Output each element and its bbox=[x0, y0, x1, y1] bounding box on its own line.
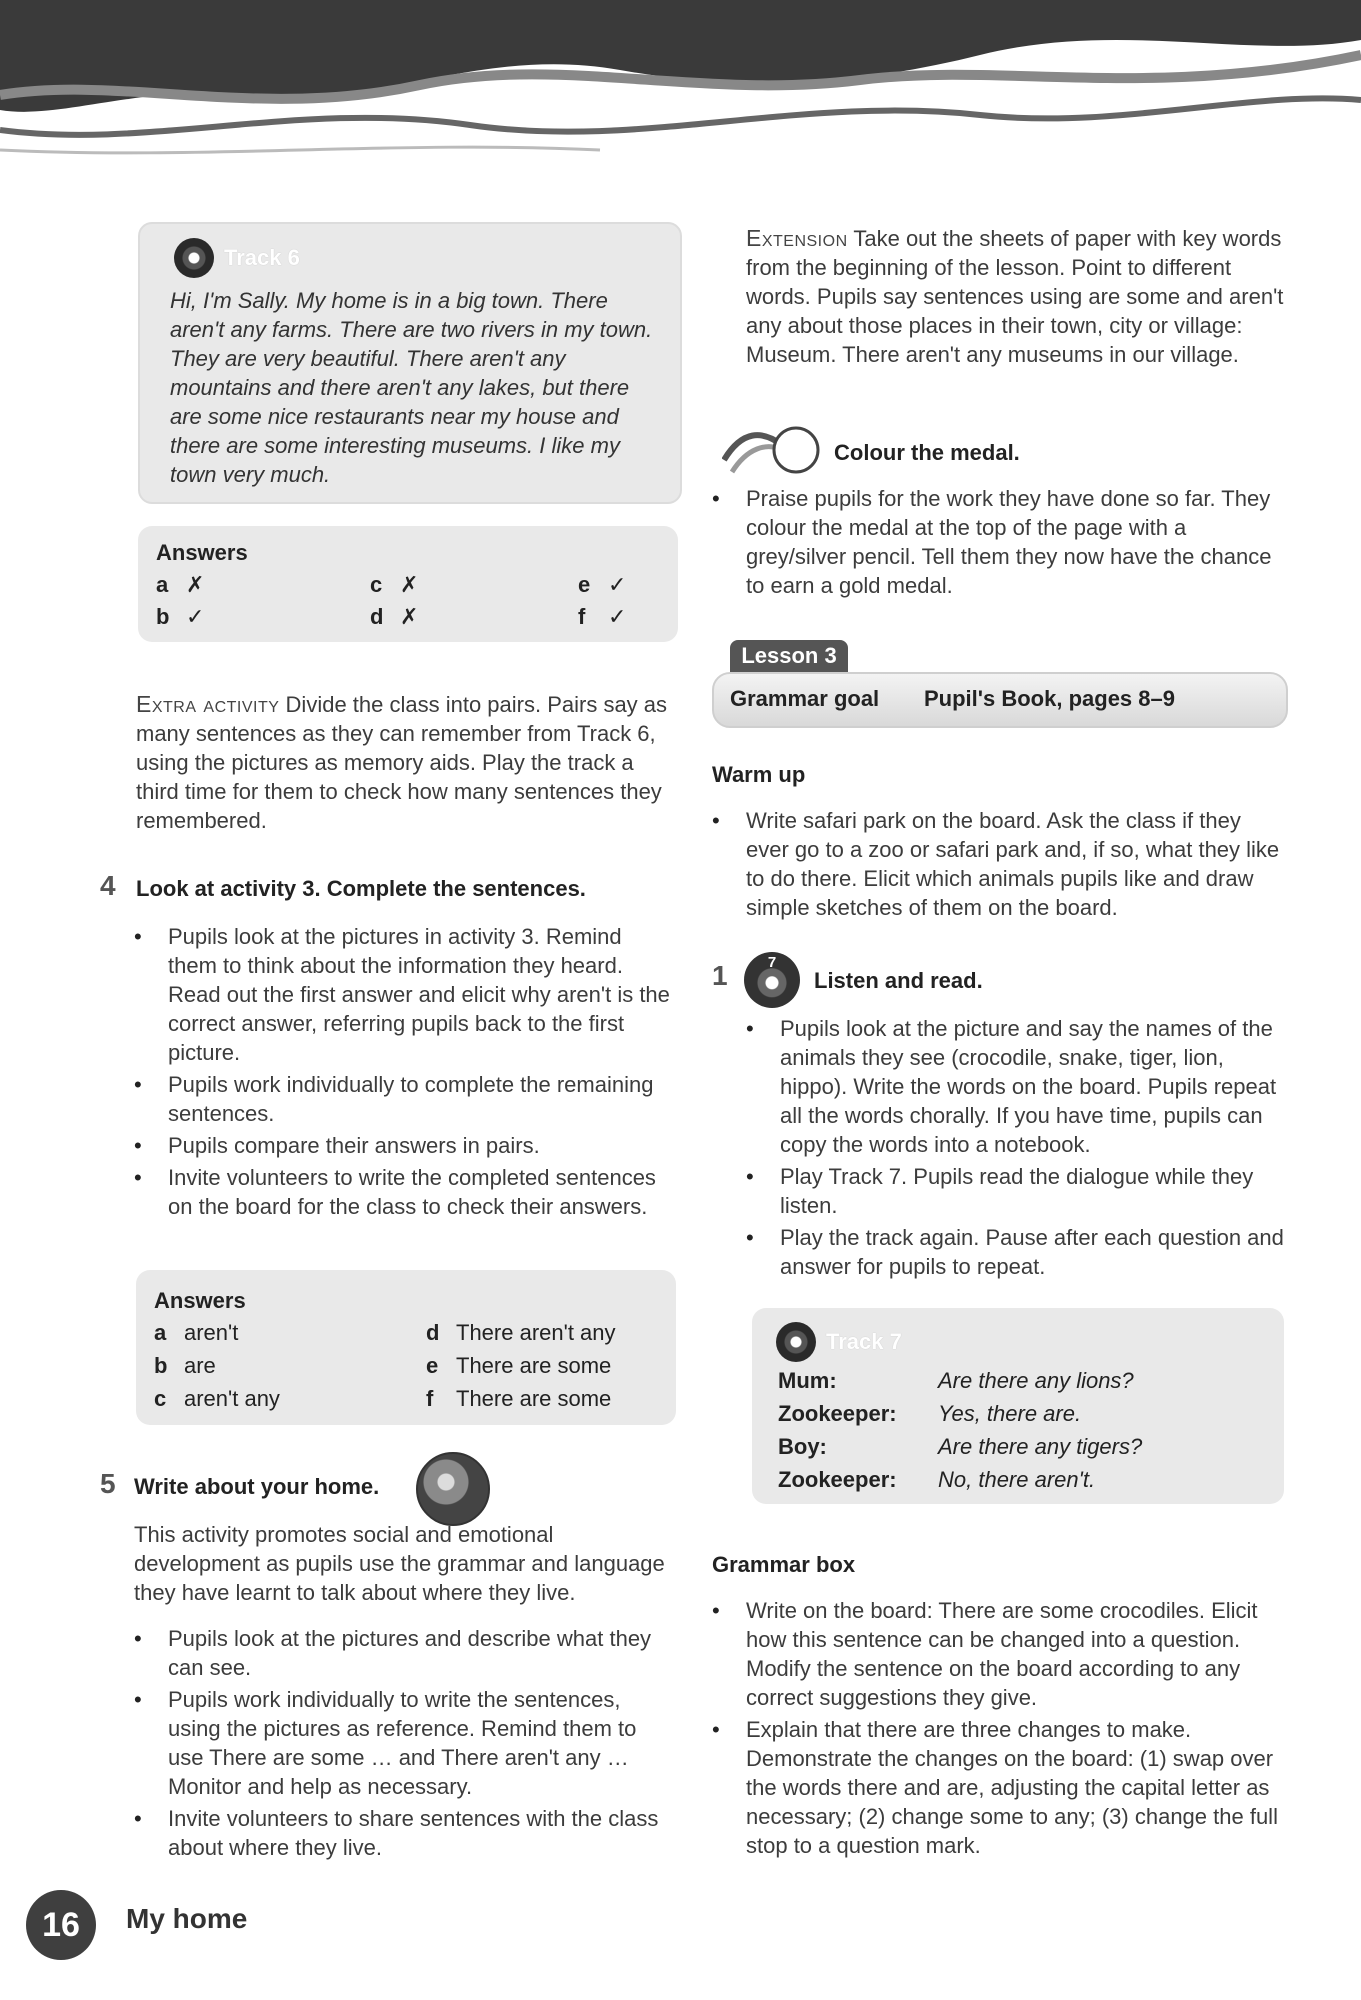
answer-item: f ✓ bbox=[578, 604, 627, 629]
list-item: • Invite volunteers to write the completed sentences on the board for the class to check their answers. bbox=[134, 1163, 674, 1221]
list-item: • Explain that there are three changes to make. Demonstrate the changes on the board: (1) swap over the words there and are, adjusting the capital letter as necessary; (2) change some to any; (3) change the full stop to a question mark. bbox=[712, 1715, 1284, 1860]
answer-item: c ✗ bbox=[370, 572, 419, 597]
activity5-intro: This activity promotes social and emotional development as pupils use the grammar and language they have learnt to talk about where they live. bbox=[134, 1522, 665, 1605]
activity5-bullets bbox=[134, 1624, 674, 1865]
grammar-box-bullets bbox=[712, 1596, 1284, 1863]
track6-box bbox=[138, 222, 682, 504]
list-item: • Play the track again. Pause after each question and answer for pupils to repeat. bbox=[746, 1223, 1291, 1281]
track6-transcript: Hi, I'm Sally. My home is in a big town. There aren't any farms. There are two rivers in my town. They are very beautiful. There aren't any mountains and there aren't any lakes, but there are some nice restaurants near my house and there are some interesting museums. I like my town very much. bbox=[170, 288, 653, 487]
lesson-book-ref: Pupil's Book, pages 8–9 bbox=[924, 686, 1175, 711]
answers-box-1 bbox=[138, 526, 678, 642]
list-item: • Write on the board: There are some crocodiles. Elicit how this sentence can be changed into a question. Modify the sentence on the board according to any correct suggestions they give. bbox=[712, 1596, 1284, 1712]
activity1-number: 1 bbox=[712, 960, 728, 991]
activity4-number: 4 bbox=[100, 870, 116, 901]
answer-item: b are bbox=[154, 1353, 216, 1378]
answer-item: b ✓ bbox=[156, 604, 205, 629]
answer-item: d There aren't any bbox=[426, 1320, 616, 1345]
cd-track7-icon[interactable]: 7 bbox=[744, 952, 800, 1008]
answer-item: a aren't bbox=[154, 1320, 239, 1345]
dialogue-line: Zookeeper: Yes, there are. bbox=[778, 1401, 1082, 1426]
medal-title: Colour the medal. bbox=[834, 440, 1020, 465]
medal-icon bbox=[722, 420, 820, 480]
grammar-box-title: Grammar box bbox=[712, 1552, 856, 1577]
page-number: 16 bbox=[26, 1890, 96, 1960]
activity5-number: 5 bbox=[100, 1468, 116, 1499]
list-item: • Praise pupils for the work they have done so far. They colour the medal at the top of the page with a grey/silver pencil. Tell them they now have the chance to earn a gold medal. bbox=[712, 484, 1284, 600]
answers-title: Answers bbox=[154, 1288, 246, 1313]
answer-item: d ✗ bbox=[370, 604, 419, 629]
extra-activity bbox=[136, 690, 676, 835]
answer-item: e ✓ bbox=[578, 572, 627, 597]
header-wave-banner bbox=[0, 0, 1361, 170]
cd-icon[interactable] bbox=[174, 238, 214, 278]
lesson-goal: Grammar goal bbox=[730, 686, 880, 711]
list-item: • Pupils look at the pictures and describe what they can see. bbox=[134, 1624, 674, 1682]
dialogue-line: Zookeeper: No, there aren't. bbox=[778, 1467, 1096, 1492]
answers-box-2 bbox=[136, 1270, 676, 1425]
list-item: • Pupils look at the pictures in activity 3. Remind them to think about the information they heard. Read out the first answer and elicit why aren't is the correct answer, referring pupils back to the first picture. bbox=[134, 922, 674, 1067]
lesson-goal-bar bbox=[712, 672, 1288, 728]
list-item: • Invite volunteers to share sentences with the class about where they live. bbox=[134, 1804, 674, 1862]
track7-box bbox=[752, 1308, 1284, 1504]
activity4-bullets bbox=[134, 922, 674, 1224]
list-item: • Pupils look at the picture and say the names of the animals they see (crocodile, snake, tiger, lion, hippo). Write the words on the board. Pupils repeat all the words chorally. If you have time, pupils can copy the words into a notebook. bbox=[746, 1014, 1291, 1159]
extension-label: Extension bbox=[746, 225, 848, 251]
list-item: • Play Track 7. Pupils read the dialogue while they listen. bbox=[746, 1162, 1291, 1220]
activity1-title: Listen and read. bbox=[814, 968, 983, 993]
warm-up-bullets bbox=[712, 806, 1284, 925]
cd-icon[interactable] bbox=[776, 1322, 816, 1362]
medal-bullets bbox=[712, 484, 1284, 603]
list-item: • Pupils work individually to complete the remaining sentences. bbox=[134, 1070, 674, 1128]
activity1-bullets bbox=[746, 1014, 1291, 1284]
answer-item: a ✗ bbox=[156, 572, 205, 597]
extension bbox=[746, 224, 1286, 369]
answer-item: c aren't any bbox=[154, 1386, 280, 1411]
list-item: • Pupils work individually to write the sentences, using the pictures as reference. Remind them to use There are some … and There aren't any … Monitor and help as necessary. bbox=[134, 1685, 674, 1801]
activity4-title: Look at activity 3. Complete the sentences. bbox=[136, 876, 586, 901]
list-item: • Pupils compare their answers in pairs. bbox=[134, 1131, 674, 1160]
track7-title: Track 7 bbox=[826, 1329, 902, 1354]
globe-icon bbox=[416, 1452, 490, 1526]
answer-item: f There are some bbox=[426, 1386, 612, 1411]
dialogue-line: Mum: Are there any lions? bbox=[778, 1368, 1134, 1393]
activity5-title: Write about your home. bbox=[134, 1474, 380, 1499]
dialogue-line: Boy: Are there any tigers? bbox=[778, 1434, 1143, 1459]
answer-item: e There are some bbox=[426, 1353, 612, 1378]
warm-up-title: Warm up bbox=[712, 762, 806, 787]
extra-activity-text: Divide the class into pairs. Pairs say as many sentences as they can remember from Track 6, using the pictures as memory aids. Play the track a third time for them to check how many sentences they remembered. bbox=[136, 692, 668, 833]
lesson-tab: Lesson 3 bbox=[730, 640, 848, 672]
extra-activity-label: Extra activity bbox=[136, 691, 280, 717]
answers-title: Answers bbox=[156, 540, 248, 565]
list-item: • Write safari park on the board. Ask the class if they ever go to a zoo or safari park and, if so, what they like to do there. Elicit which animals pupils like and draw simple sketches of them on the board. bbox=[712, 806, 1284, 922]
unit-title: My home bbox=[126, 1903, 248, 1934]
extension-text: Take out the sheets of paper with key words from the beginning of the lesson. Point to different words. Pupils say sentences using are some and aren't any about those places in their town, city or village: Museum. There aren't any museums in our village. bbox=[746, 226, 1284, 367]
track6-title: Track 6 bbox=[224, 245, 300, 270]
